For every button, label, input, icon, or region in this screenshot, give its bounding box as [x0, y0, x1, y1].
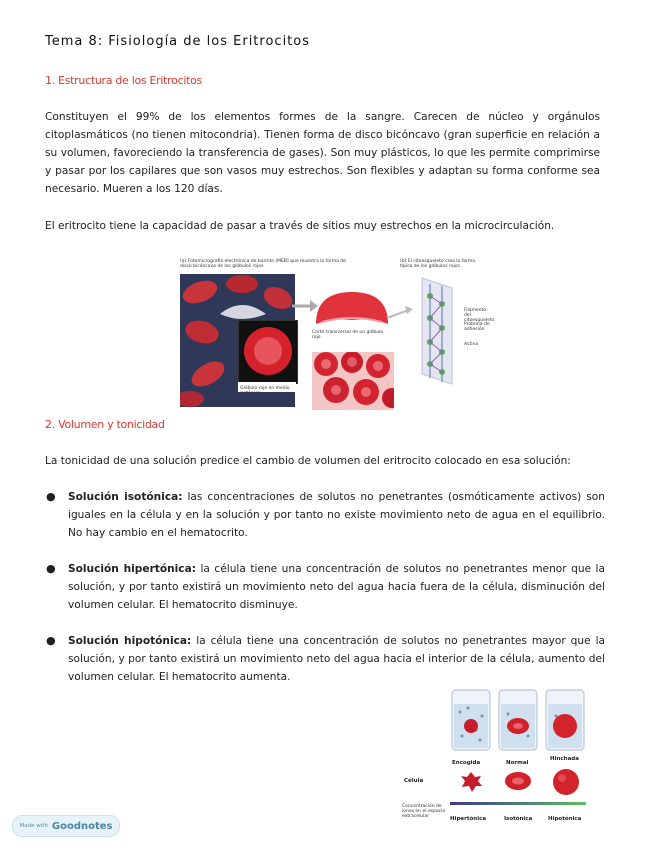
goodnotes-logo: Goodnotes: [51, 820, 113, 832]
concentration-gradient-bar: [450, 800, 586, 808]
figure-caption-a: (a) Fotomicrografía electrónica de barrido (MEB) que muestra la forma de disco bicóncavo de los glóbulos rojos.: [180, 259, 346, 269]
list-item: [45, 632, 605, 686]
figure-label-actina: Actina: [464, 342, 479, 347]
list-item-term: Solución hipertónica:: [68, 563, 196, 575]
list-item-term: Solución isotónica:: [68, 491, 183, 503]
light-micrograph: [238, 320, 298, 384]
section-1-paragraph-1: Constituyen el 99% de los elementos formes de la sangre. Carecen de núcleo y orgánulos citoplasmáticos (no tienen mitocondria). Tienen forma de disco bicóncavo (gran superficie en relación a su volumen, favoreciendo la transferencia de gases). Son muy plásticos, lo que les permite comprimirse y pasar por los capilares que son vasos muy estrechos. Son flexibles y adaptan su forma conforme sea necesario. Mueren a los 120 días.: [45, 111, 600, 195]
cells-row: [448, 766, 588, 796]
state-label-normal: Normal: [506, 760, 529, 766]
cytoskeleton-diagram: [412, 274, 462, 389]
tonicity-figure: [398, 686, 588, 826]
figure-caption-b: (b) El citoesqueleto crea la forma típica de los glóbulos rojos.: [400, 259, 475, 269]
bullet-icon: ●: [46, 562, 56, 575]
list-item-text: las concentraciones de solutos no penetrantes (osmóticamente activos) son iguales en la célula y en la solución y por tanto no existe movimiento neto de agua en el equilibrio. No hay cambio en el hematocrito.: [68, 491, 605, 539]
list-item: [45, 488, 605, 542]
section-2-intro: La tonicidad de una solución predice el cambio de volumen del eritrocito colocado en esa solución:: [45, 455, 571, 467]
made-with-label: Made with: [19, 823, 48, 829]
solution-label-hipertonica: Hipertónica: [450, 816, 487, 822]
list-item-text: la célula tiene una concentración de solutos no penetrantes mayor que la solución, y por tanto existirá un movimiento neto del agua hacia el interior de la célula, aumento del volumen celular. El hematocrito aumenta.: [68, 635, 605, 683]
erythrocyte-structure-figure: [180, 256, 495, 416]
rbc-cluster-image: [312, 352, 394, 410]
state-label-hinchada: Hinchada: [550, 756, 579, 762]
beakers-illustration: [448, 686, 588, 756]
bullet-icon: ●: [46, 634, 56, 647]
page-title: Tema 8: Fisiología de los Eritrocitos: [45, 34, 311, 49]
cross-section-diagram: [312, 286, 392, 331]
tonicity-list: [45, 488, 605, 686]
figure-label-corte: Corte transversal de un glóbulo rojo: [312, 330, 384, 340]
solution-label-hipotonica: Hipotónica: [548, 816, 582, 822]
figure-label-medio: Glóbulo rojo en medio isotónico: [240, 386, 290, 396]
state-label-encogida: Encogida: [452, 760, 481, 766]
figure-label-proteina: Proteína de adhesión: [464, 322, 490, 332]
axis-label: Concentración de iones en el espacio extracelular: [402, 804, 446, 819]
section-1-paragraph-2: El eritrocito tiene la capacidad de pasar a través de sitios muy estrechos en la microcirculación.: [45, 220, 555, 232]
arrow-icon: [385, 304, 415, 324]
bullet-icon: ●: [46, 490, 56, 503]
goodnotes-badge[interactable]: [12, 815, 120, 837]
list-item-text: la célula tiene una concentración de solutos no penetrantes menor que la solución, y por tanto existirá un movimiento neto del agua hacia fuera de la célula, disminución del volumen celular. El hematocrito disminuye.: [68, 563, 605, 611]
list-item: [45, 560, 605, 614]
section-1-heading: 1. Estructura de los Eritrocitos: [45, 74, 202, 87]
solution-label-isotonica: Isotónica: [504, 816, 533, 822]
row-label-celula: Célula: [404, 778, 424, 784]
section-2-heading: 2. Volumen y tonicidad: [45, 418, 165, 431]
list-item-term: Solución hipotónica:: [68, 635, 192, 647]
figure-label-filamento: Filamento del citoesqueleto: [464, 308, 495, 323]
